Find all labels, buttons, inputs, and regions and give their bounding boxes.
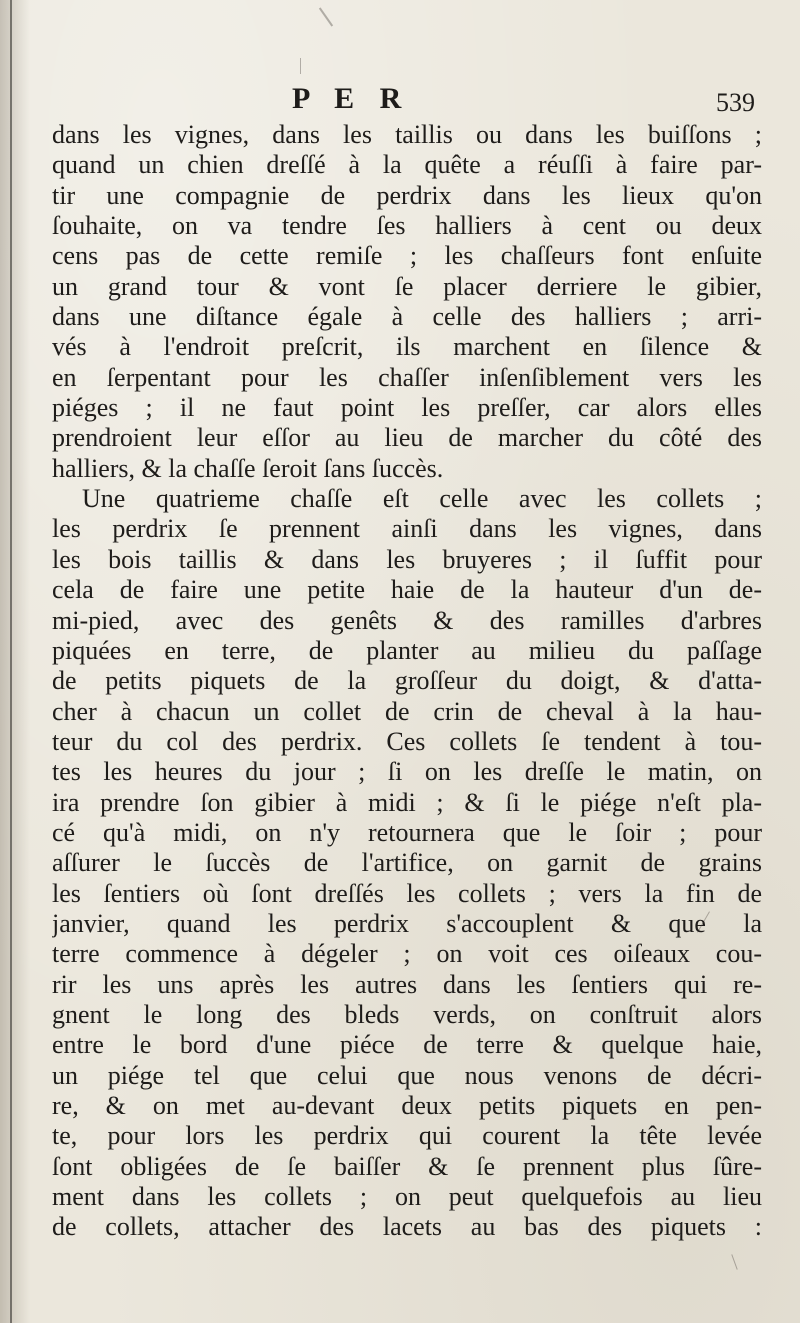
text-line: re, & on met au-devant deux petits piquets en pen- [52, 1091, 762, 1120]
running-head: P E R [292, 82, 411, 115]
ink-mark [319, 7, 333, 26]
text-line: vés à l'endroit preſcrit, ils marchent en ſilence & [52, 332, 762, 362]
text-line: teur du col des perdrix. Ces collets ſe tendent à tou- [52, 726, 762, 756]
text-line: piquées en terre, de planter au milieu du paſſage [52, 635, 762, 665]
text-line: te, pour lors les perdrix qui courent la tête levée [52, 1121, 762, 1151]
text-line: dans une diſtance égale à celle des halliers ; arri- [52, 302, 762, 332]
ink-mark [300, 58, 301, 74]
text-line: rir les uns après les autres dans les ſentiers qui re- [52, 969, 762, 999]
text-line: mi-pied, avec des genêts & des ramilles d'arbres [52, 605, 762, 635]
text-line: les bois taillis & dans les bruyeres ; il ſuffit pour [52, 544, 762, 574]
page-header [0, 82, 800, 122]
body-text [52, 120, 762, 1243]
text-line: piéges ; il ne faut point les preſſer, car alors elles [52, 393, 762, 423]
text-line: ira prendre ſon gibier à midi ; & ſi le piége n'eſt pla- [52, 787, 762, 817]
text-line: cens pas de cette remiſe ; les chaſſeurs font enſuite [52, 241, 762, 271]
text-line: ſouhaite, on va tendre ſes halliers à cent ou deux [52, 211, 762, 241]
text-line: entre le bord d'une piéce de terre & quelque haie, [52, 1030, 762, 1060]
text-line: halliers, & la chaſſe ſeroit ſans ſuccès. [52, 453, 444, 483]
text-line: dans les vignes, dans les taillis ou dans les buiſſons ; [52, 120, 762, 149]
text-line: ment dans les collets ; on peut quelquefois au lieu [52, 1182, 762, 1212]
text-line: ſont obligées de ſe baiſſer & ſe prennent plus ſûre- [52, 1151, 762, 1181]
text-line: les perdrix ſe prennent ainſi dans les vignes, dans [52, 514, 762, 544]
text-line: en ſerpentant pour les chaſſer inſenſiblement vers les [52, 362, 762, 392]
text-line: quand un chien dreſſé à la quête a réuſſi à faire par- [52, 150, 762, 180]
text-line: cela de faire une petite haie de la hauteur d'un de- [52, 575, 762, 605]
text-line: tes les heures du jour ; ſi on les dreſſe le matin, on [52, 757, 762, 787]
text-line: un grand tour & vont ſe placer derriere le gibier, [52, 271, 762, 301]
page-edge-rule [10, 0, 12, 1323]
text-line: de petits piquets de la groſſeur du doigt, & d'atta- [52, 666, 762, 696]
text-line: prendroient leur eſſor au lieu de marcher du côté des [52, 423, 762, 453]
text-line: cé qu'à midi, on n'y retournera que le ſoir ; pour [52, 817, 762, 847]
text-line: cher à chacun un collet de crin de cheval à la hau- [52, 696, 762, 726]
page-number: 539 [716, 88, 755, 117]
text-line: les ſentiers où ſont dreſſés les collets ; vers la fin de [52, 878, 762, 908]
paragraph-start-line: Une quatrieme chaſſe eſt celle avec les collets ; [82, 484, 762, 514]
ink-mark [731, 1254, 737, 1269]
text-line: gnent le long des bleds verds, on conſtruit alors [52, 999, 762, 1029]
text-line: tir une compagnie de perdrix dans les lieux qu'on [52, 180, 762, 210]
text-line: terre commence à dégeler ; on voit ces oiſeaux cou- [52, 939, 762, 969]
text-line: aſſurer le ſuccès de l'artifice, on garnit de grains [52, 848, 762, 878]
text-line: un piége tel que celui que nous venons de décri- [52, 1060, 762, 1090]
text-line: de collets, attacher des lacets au bas des piquets : [52, 1212, 762, 1242]
page-gutter-shadow [0, 0, 30, 1323]
text-line: janvier, quand les perdrix s'accouplent & que la [52, 908, 762, 938]
